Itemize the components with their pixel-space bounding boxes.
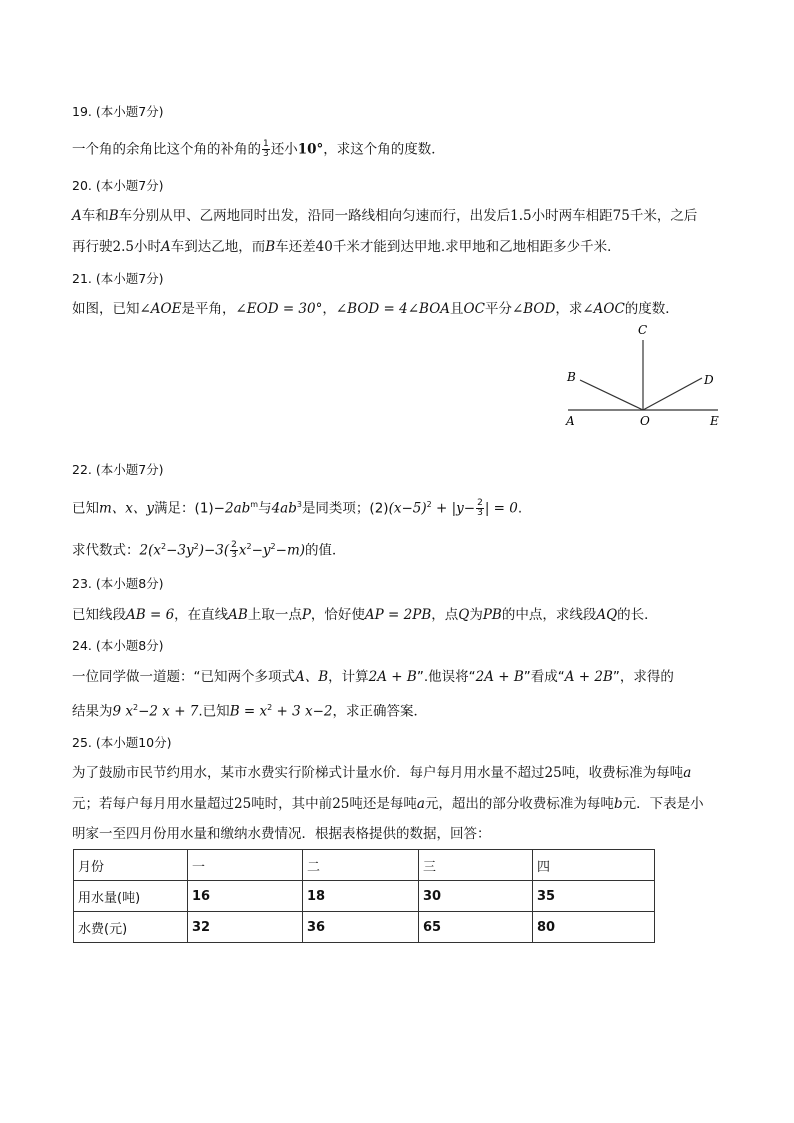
q25-line2 [72,795,704,813]
q25-text: 元．下表是小 [622,796,704,812]
q20-text: 车还差 [275,239,316,255]
q19-text-c: ，求这个角的度数． [323,141,445,158]
table-cell: 16 [188,881,303,912]
q24-text: ，计算 [328,669,369,685]
q23-text-part: 的长． [617,607,658,623]
q22-math: | = 0 [484,500,518,517]
q20-var-a: A [160,239,171,255]
q20-var-b: B [108,208,119,224]
q21-text-part: 如图，已知 [72,301,140,317]
q22-math: 2(x [139,542,161,559]
q21-math: ∠BOD [511,301,556,317]
q25-text: 元，超出的部分收费标准为每吨 [424,796,614,812]
label-d: D [704,373,714,387]
q21-text-part: 的度数． [624,301,679,317]
q23-math: AQ [596,607,618,623]
q23-math: PB [482,607,502,623]
q22-text: . [517,500,523,517]
q20-line1 [72,207,697,225]
q21-text [72,300,679,318]
q19-text [72,140,445,159]
q22-math: + |y− [431,500,476,517]
q22-math: 4ab [271,500,297,517]
table-row-label: 用水量(吨) [74,881,188,912]
q24-text: ，求正确答案． [332,703,428,720]
q19-fraction: $\frac{1}{3}$ [263,139,269,159]
q21-math: OC [463,301,485,317]
q23-text-part: ，恰好使 [310,607,365,623]
q20-text: 小时 [133,239,161,255]
q20-text: 车分别从甲、乙两地同时出发，沿同一路线相向匀速而行，出发后 [118,208,511,224]
q23-text-part: 已知线段 [72,607,126,623]
q22-sup: 2 [426,500,432,509]
q24-line2 [72,699,427,721]
q20-text: 千米才能到达甲地.求甲地和乙地相距多少千米． [332,239,621,255]
q22-math: −y [251,542,271,559]
q21-text-part: 是平角， [181,301,236,317]
table-cell: 30 [419,881,533,912]
table-header-cell: 一 [188,850,303,881]
q22-text: 的值． [305,542,346,559]
q21-math: ∠AOC [582,301,625,317]
q24-text: 结果为 [72,703,113,720]
table-header-cell: 月份 [74,850,188,881]
table-header-row [74,850,655,881]
q22-line2 [72,538,346,560]
q23-math: AB = 6 [126,607,175,623]
q24-math: A、B [295,669,329,685]
q25-var-a: a [683,765,692,781]
q22-text: 满足：(1) [154,500,214,517]
q25-line1 [72,764,691,782]
q24-text: .已知 [198,703,230,720]
q24-text: ”看成“ [523,669,565,685]
table-row [74,912,655,943]
q21-text-part: ， [322,301,336,317]
q22-header: 22. (本小题7分) [72,462,164,477]
q24-header: 24. (本小题8分) [72,638,164,653]
q22-math: −3y [166,542,194,559]
table-header-cell: 四 [533,850,655,881]
table-header-cell: 二 [303,850,419,881]
table-row-label: 水费(元) [74,912,188,943]
q25-text: 吨，收费标准为每吨 [561,765,684,781]
q23-math: Q [458,607,470,623]
q22-line1 [72,496,522,518]
q24-math: 9 x [112,703,133,720]
q23-header: 23. (本小题8分) [72,576,164,591]
q20-number: 40 [315,239,333,255]
q20-text: 车到达乙地，而 [170,239,266,255]
q25-line3: 明家一至四月份用水量和缴纳水费情况．根据表格提供的数据，回答： [72,826,491,842]
q22-math: m、x、y [99,500,155,517]
q25-text: 吨时，其中前 [251,796,333,812]
q20-var-a: A [72,208,82,224]
q23-math: AP = 2PB [364,607,432,623]
q20-text: 车和 [81,208,109,224]
q25-number: 25 [234,796,252,812]
q24-line1 [72,668,674,686]
q20-header: 20. (本小题7分) [72,178,164,193]
q22-sup: 2 [246,542,252,551]
q22-text: 与 [258,500,272,517]
q22-math: (x−5) [388,500,427,517]
table-cell: 35 [533,881,655,912]
label-e: E [710,414,719,428]
q24-math: A + 2B [564,669,613,685]
q22-sup: 2 [160,542,167,551]
q23-text-part: ，点 [431,607,459,623]
q21-header: 21. (本小题7分) [72,271,164,286]
q23-text [72,606,658,624]
q23-math: P [301,607,311,623]
q24-math: 2A + B [475,669,524,685]
q23-text-part: 为 [469,607,483,623]
q22-text: 求代数式： [72,542,140,559]
table-cell: 36 [303,912,419,943]
label-c: C [638,323,648,337]
q24-math: B = x [229,703,268,720]
q20-number: 2.5 [112,239,134,255]
label-a: A [566,414,575,428]
ray-od [643,378,702,410]
label-b: B [567,370,576,384]
angle-figure [560,318,730,433]
q21-text-part: 且 [450,301,464,317]
q24-sup: 2 [267,703,273,712]
q24-sup: 2 [133,703,139,712]
q22-sup: m [250,500,259,509]
table-cell: 32 [188,912,303,943]
q21-text-part: ，求 [555,301,583,317]
q22-text: 是同类项；(2) [301,500,389,517]
table-header-cell: 三 [419,850,533,881]
q22-sup: 2 [270,542,276,551]
q21-math: ∠BOD = 4∠BOA [335,301,451,317]
q22-fraction: $\frac{2}{3}$ [477,498,483,518]
q23-text-part: ，在直线 [174,607,229,623]
q25-header: 25. (本小题10分) [72,735,172,750]
q23-math: AB [228,607,248,623]
ray-ob [580,380,643,410]
q24-text: 一位同学做一道题：“已知两个多项式 [72,669,295,685]
q19-text-b: 还小 [270,141,298,158]
q21-math: ∠AOE [139,301,182,317]
q20-number: 75 [612,208,630,224]
q22-sup: 2 [193,542,199,551]
q19-text-a: 一个角的余角比这个角的补角的 [72,141,261,158]
q20-number: 1.5 [510,208,532,224]
q25-text: 元；若每户每月用水量超过 [72,796,234,812]
q24-text: ”，求得的 [612,669,674,685]
q25-var-b: b [613,796,623,812]
water-usage-table [73,849,655,943]
q22-math: −2ab [213,500,251,517]
q20-line2 [72,238,621,256]
q25-number: 25 [544,765,562,781]
q24-math: −2 x + 7 [138,703,199,720]
q22-text: 已知 [72,500,99,517]
label-o: O [640,414,650,428]
q25-text: 为了鼓励市民节约用水，某市水费实行阶梯式计量水价．每户每月用水量不超过 [72,765,545,781]
q20-text: 小时两车相距 [531,208,613,224]
q23-text-part: 的中点，求线段 [501,607,597,623]
q24-text: ”.他误将“ [416,669,476,685]
q20-text: 千米，之后 [629,208,698,224]
q22-math: x [238,542,247,559]
q24-math: + 3 x−2 [272,703,333,720]
q25-text: 吨还是每吨 [349,796,417,812]
q22-math: )−3( [198,542,230,559]
q20-text: 再行驶 [72,239,113,255]
table-cell: 80 [533,912,655,943]
q19-value: 10° [297,141,324,158]
q23-text-part: 上取一点 [247,607,302,623]
q22-fraction: $\frac{2}{3}$ [231,540,237,560]
q20-var-b: B [265,239,276,255]
q21-math: ∠EOD = 30° [235,301,323,317]
q21-text-part: 平分 [484,301,512,317]
q24-math: 2A + B [368,669,417,685]
q19-header: 19. (本小题7分) [72,104,164,119]
q22-sup: 3 [296,500,302,509]
table-row [74,881,655,912]
table-cell: 65 [419,912,533,943]
table-cell: 18 [303,881,419,912]
q22-math: −m) [275,542,306,559]
q25-number: 25 [332,796,350,812]
q25-var-a: a [416,796,425,812]
